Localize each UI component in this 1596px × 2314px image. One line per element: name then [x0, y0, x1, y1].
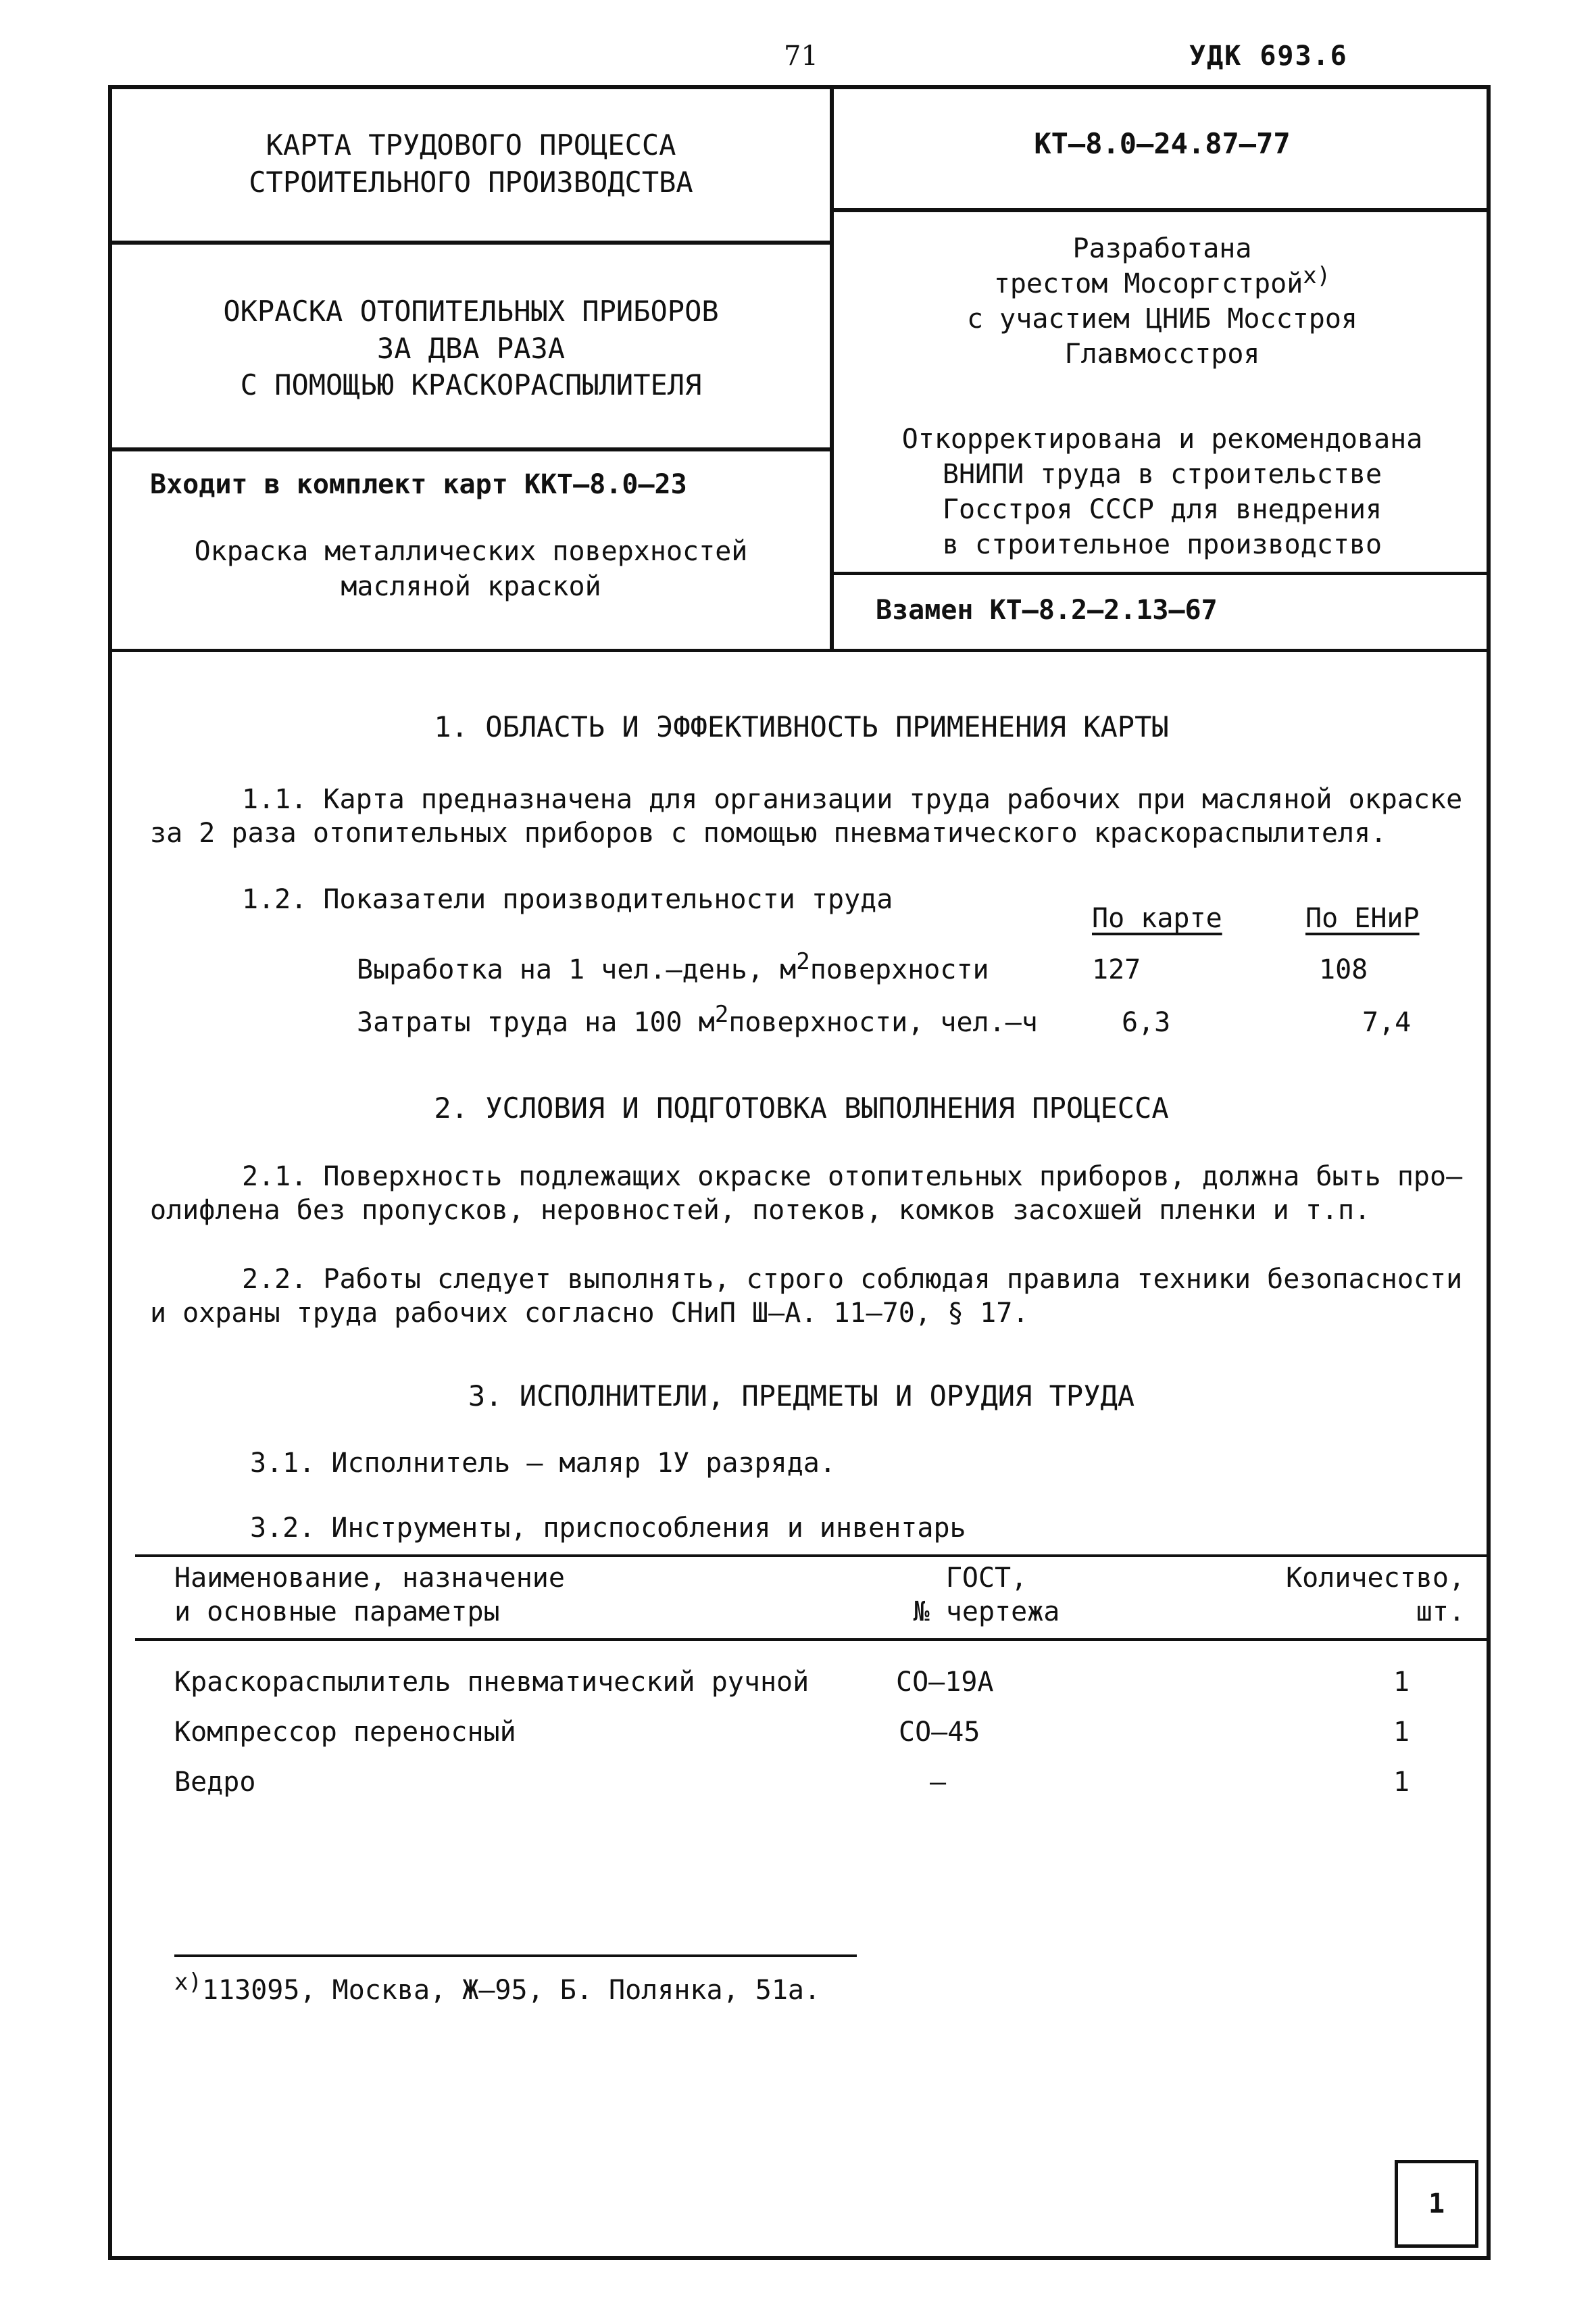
page-number: 71	[784, 41, 818, 72]
output-by-card: 127	[1092, 954, 1141, 985]
card-code: КТ–8.0–24.87–77	[1034, 127, 1291, 160]
para-3-2: 3.2. Инструменты, приспособления и инвентарь	[250, 1512, 966, 1544]
header-bottom-line	[108, 649, 1491, 652]
section3-heading: 3. ИСПОЛНИТЕЛИ, ПРЕДМЕТЫ И ОРУДИЯ ТРУДА	[468, 1379, 1135, 1412]
table-header-rule	[135, 1638, 1487, 1641]
col-by-card: По карте	[1092, 903, 1222, 934]
output-by-enir: 108	[1319, 954, 1368, 985]
card-title: ОКРАСКА ОТОПИТЕЛЬНЫХ ПРИБОРОВ ЗА ДВА РАЗА С ПОМОЩЬЮ КРАСКОРАСПЫЛИТЕЛЯ	[223, 295, 719, 402]
developed-by: Разработана трестом Мосоргстрой$^{x)}$ с участием ЦНИБ Мосстроя Главмосстроя	[967, 233, 1357, 370]
th-quantity: Количество, шт.	[1286, 1562, 1465, 1627]
card-type: КАРТА ТРУДОВОГО ПРОЦЕССА СТРОИТЕЛЬНОГО ПРОИЗВОДСТВА	[249, 128, 693, 199]
footnote-mark: x)	[1303, 262, 1331, 289]
table-top-rule	[135, 1554, 1487, 1557]
para-2-2-line1: 2.2. Работы следует выполнять, строго соблюдая правила техники безопасности	[242, 1264, 1463, 1295]
footnote-rule	[174, 1954, 857, 1957]
labor-by-card: 6,3	[1122, 1007, 1171, 1038]
th-name: Наименование, назначение и основные параметры	[174, 1562, 565, 1627]
header-line-1	[108, 241, 832, 245]
para-1-1-line2: за 2 раза отопительных приборов с помощью пневматического краскораспылителя.	[150, 818, 1387, 849]
th-gost: ГОСТ, № чертежа	[913, 1562, 1060, 1627]
corrected-by: Откорректирована и рекомендована ВНИПИ труда в строительстве Госстроя СССР для внедрения в строительное производство	[901, 424, 1423, 560]
header-line-3	[830, 208, 1491, 212]
para-2-1-line2: олифлена без пропусков, неровностей, потеков, комков засохшей пленки и т.п.	[150, 1195, 1371, 1226]
indicator-output: Выработка на 1 чел.–день, $м^2поверхности$	[357, 948, 989, 985]
replaces: Взамен КТ–8.2–2.13–67	[876, 595, 1218, 626]
sheet-number: 1	[1428, 2188, 1445, 2219]
footnote: $^{x)}$113095, Москва, Ж–95, Б. Полянка, 51а.	[174, 1969, 821, 2006]
labor-by-enir: 7,4	[1362, 1007, 1412, 1038]
section1-heading: 1. ОБЛАСТЬ И ЭФФЕКТИВНОСТЬ ПРИМЕНЕНИЯ КАРТЫ	[434, 710, 1169, 743]
included-in-set: Входит в комплект карт ККТ–8.0–23	[150, 469, 687, 500]
para-2-1-line1: 2.1. Поверхность подлежащих окраске отопительных приборов, должна быть про–	[242, 1161, 1463, 1192]
indicator-labor: Затраты труда на 100 $м^2поверхности$, чел.–ч	[357, 1001, 1038, 1038]
para-1-1-line1: 1.1. Карта предназначена для организации труда рабочих при масляной окраске	[242, 784, 1463, 815]
col-by-enir: По ЕНиР	[1305, 903, 1420, 934]
udk-code: УДК 693.6	[1189, 41, 1348, 72]
para-1-2: 1.2. Показатели производительности труда	[242, 884, 893, 915]
set-title: Окраска металлических поверхностей масляной краской	[194, 536, 748, 602]
header-line-4	[830, 572, 1491, 575]
header-line-2	[108, 447, 832, 451]
section2-heading: 2. УСЛОВИЯ И ПОДГОТОВКА ВЫПОЛНЕНИЯ ПРОЦЕССА	[434, 1091, 1169, 1125]
para-3-1: 3.1. Исполнитель – маляр 1У разряда.	[250, 1448, 836, 1479]
para-2-2-line2: и охраны труда рабочих согласно СНиП Ш–А. 11–70, § 17.	[150, 1298, 1029, 1329]
